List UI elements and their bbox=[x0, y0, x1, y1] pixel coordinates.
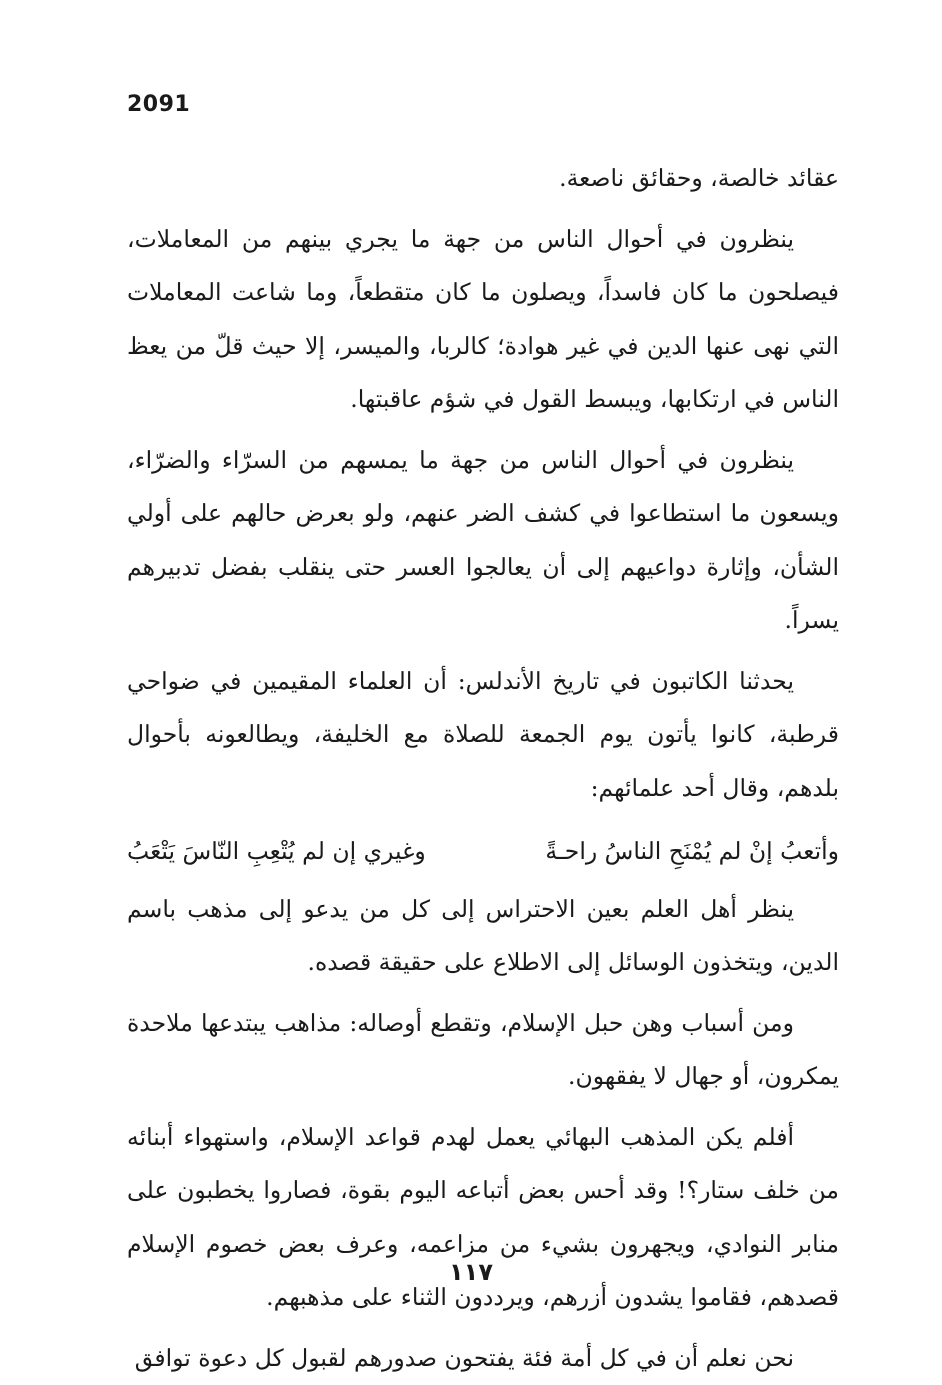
paragraph-8: نحن نعلم أن في كل أمة فئة يفتحون صدورهم لقبول كل دعوة توافق bbox=[127, 1332, 839, 1385]
verse-first-hemistich: وأتعبُ إنْ لم يُمْنَحِ الناسُ راحـةً bbox=[545, 825, 839, 879]
paragraph-5: ينظر أهل العلم بعين الاحتراس إلى كل من يدعو إلى مذهب باسم الدين، ويتخذون الوسائل إلى الاطلاع على حقيقة قصده. bbox=[127, 883, 839, 990]
page-number-bottom: ١١٧ bbox=[0, 1258, 942, 1286]
paragraph-4: يحدثنا الكاتبون في تاريخ الأندلس: أن العلماء المقيمين في ضواحي قرطبة، كانوا يأتون يوم الجمعة للصلاة مع الخليفة، ويطالعونه بأحوال بلدهم، وقال أحد علمائهم: bbox=[127, 655, 839, 816]
poetry-verse bbox=[127, 825, 839, 879]
article-body bbox=[127, 152, 839, 1385]
verse-second-hemistich: وغيري إن لم يُتْعِبِ النّاسَ يَتْعَبُ bbox=[127, 825, 426, 879]
paragraph-2: ينظرون في أحوال الناس من جهة ما يجري بينهم من المعاملات، فيصلحون ما كان فاسداً، ويصلون ما كان متقطعاً، وما شاعت المعاملات التي نهى عنها الدين في غير هوادة؛ كالربا، والميسر، إلا حيث قلّ من يعظ الناس في ارتكابها، ويبسط القول في شؤم عاقبتها. bbox=[127, 213, 839, 427]
page-number-top: 2091 bbox=[127, 92, 190, 117]
paragraph-7: أفلم يكن المذهب البهائي يعمل لهدم قواعد الإسلام، واستهواء أبنائه من خلف ستار؟! وقد أحس بعض أتباعه اليوم بقوة، فصاروا يخطبون على منابر النوادي، ويجهرون بشيء من مزاعمه، وعرف بعض خصوم الإسلام قصدهم، فقاموا يشدون أزرهم، ويرددون الثناء على مذهبهم. bbox=[127, 1111, 839, 1325]
paragraph-6: ومن أسباب وهن حبل الإسلام، وتقطع أوصاله: مذاهب يبتدعها ملاحدة يمكرون، أو جهال لا يفقهون. bbox=[127, 997, 839, 1104]
paragraph-1: عقائد خالصة، وحقائق ناصعة. bbox=[127, 152, 839, 206]
paragraph-3: ينظرون في أحوال الناس من جهة ما يمسهم من السرّاء والضرّاء، ويسعون ما استطاعوا في كشف الضر عنهم، ولو بعرض حالهم على أولي الشأن، وإثارة دواعيهم إلى أن يعالجوا العسر حتى ينقلب بفضل تدبيرهم يسراً. bbox=[127, 434, 839, 648]
